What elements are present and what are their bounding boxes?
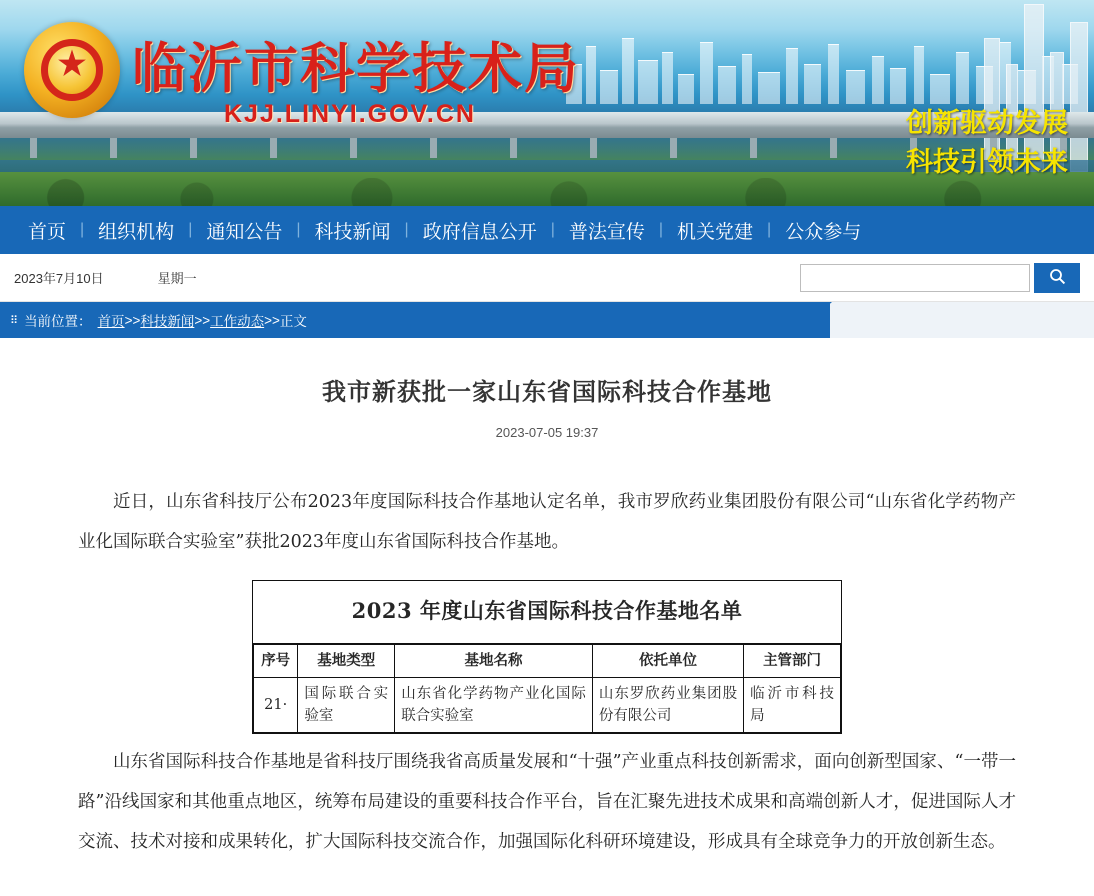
site-slogan — [906, 104, 1068, 182]
table-cell-type: 国际联合实验室 — [298, 678, 395, 733]
breadcrumb — [0, 302, 830, 338]
nav-item-public-participation[interactable]: 公众参与 — [785, 220, 862, 243]
table-header-dept: 主管部门 — [744, 645, 841, 678]
table-header-row — [254, 645, 841, 678]
nav-item-organization[interactable]: 组织机构 — [98, 220, 175, 243]
breadcrumb-bar — [0, 302, 1094, 338]
base-list-table — [252, 580, 842, 734]
search-input[interactable] — [800, 264, 1030, 292]
info-bar — [0, 254, 1094, 302]
nav-separator: | — [658, 221, 664, 238]
breadcrumb-item-tech-news[interactable]: 科技新闻 — [140, 314, 195, 329]
table-cell-dept: 临沂市科技局 — [744, 678, 841, 733]
nav-item-tech-news[interactable]: 科技新闻 — [314, 220, 391, 243]
table-cell-name: 山东省化学药物产业化国际联合实验室 — [395, 678, 593, 733]
breadcrumb-separator: >> — [194, 312, 211, 328]
nav-item-party-building[interactable]: 机关党建 — [677, 220, 754, 243]
page-title: 我市新获批一家山东省国际科技合作基地 — [322, 378, 772, 406]
article-body — [78, 482, 1016, 862]
nav-item-home[interactable]: 首页 — [28, 220, 67, 243]
slogan-line-1: 创新驱动发展 — [906, 108, 1068, 139]
nav-separator: | — [296, 221, 301, 238]
current-weekday: 星期一 — [157, 271, 197, 286]
publish-time: 2023-07-05 19:37 — [495, 425, 599, 440]
nav-separator: | — [404, 221, 409, 238]
nav-separator: | — [767, 221, 772, 238]
article-paragraph: 山东省国际科技合作基地是省科技厅围绕我省高质量发展和“十强”产业重点科技创新需求，面向创新型国家、“一带一路”沿线国家和其他重点地区，统筹布局建设的重要科技合作平台，旨在汇聚先进技术成果和高端创新人才，促进国际人才交流、技术对接和成果转化，扩大国际科技交流合作，加强国际化科研环境建设，形成具有全球竞争力的开放创新生态。 — [78, 752, 1016, 852]
main-navigation[interactable] — [0, 206, 1094, 254]
nav-item-gov-info[interactable]: 政府信息公开 — [422, 220, 537, 243]
table-cell-no: 21· — [254, 678, 298, 733]
table-figure — [78, 580, 1016, 734]
table-header-org: 依托单位 — [592, 645, 743, 678]
slogan-line-2: 科技引领未来 — [906, 147, 1068, 179]
table — [253, 644, 841, 733]
table-header-no: 序号 — [254, 645, 298, 678]
article-container — [0, 338, 1094, 862]
drag-grip-icon: ⠿ — [10, 314, 18, 327]
nav-separator: | — [550, 221, 555, 238]
site-banner — [0, 0, 1094, 206]
table-header-name: 基地名称 — [395, 645, 593, 678]
table-title: 2023 年度山东省国际科技合作基地名单 — [253, 581, 841, 644]
search-button[interactable] — [1034, 263, 1080, 293]
breadcrumb-item-work-updates[interactable]: 工作动态 — [210, 314, 265, 329]
table-row — [254, 678, 841, 733]
search-icon — [1049, 268, 1066, 288]
breadcrumb-separator: >> — [264, 312, 280, 328]
breadcrumb-label: 当前位置： — [24, 314, 92, 329]
table-header-type: 基地类型 — [298, 645, 395, 678]
nav-separator: | — [188, 221, 193, 238]
breadcrumb-separator: >> — [124, 312, 141, 328]
site-domain: KJJ.LINYI.GOV.CN — [224, 100, 476, 128]
site-title: 临沂市科学技术局 — [132, 37, 580, 100]
article-paragraph: 近日，山东省科技厅公布2023年度国际科技合作基地认定名单，我市罗欣药业集团股份有限公司“山东省化学药物产业化国际联合实验室”获批2023年度山东省国际科技合作基地。 — [78, 492, 1016, 552]
table-cell-org: 山东罗欣药业集团股份有限公司 — [592, 678, 743, 733]
current-date: 2023年7月10日 — [14, 271, 104, 286]
breadcrumb-item-current: 正文 — [279, 314, 307, 329]
nav-separator: | — [80, 221, 85, 238]
nav-item-law-publicity[interactable]: 普法宣传 — [568, 220, 645, 243]
national-emblem-icon — [24, 22, 120, 118]
nav-item-announcements[interactable]: 通知公告 — [206, 220, 283, 243]
breadcrumb-item-home[interactable]: 首页 — [97, 314, 125, 329]
